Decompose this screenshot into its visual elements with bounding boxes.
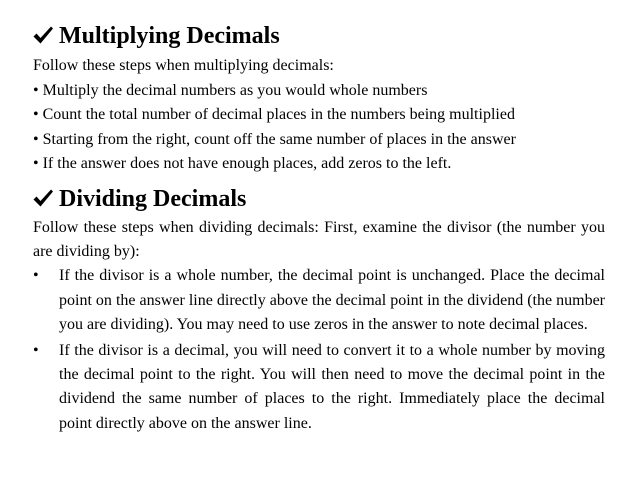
list-item-text: If the divisor is a whole number, the decimal point is unchanged. Place the decimal point on the answer line directly above the decimal point in the dividend (the number you are dividing). You may need to use zeros in the answer to note decimal places. — [59, 267, 605, 333]
section-title-multiplying: Multiplying Decimals — [59, 23, 280, 49]
bullet-marker: • — [33, 341, 39, 359]
list-item: • Starting from the right, count off the same number of places in the answer — [33, 130, 516, 148]
list-item — [33, 339, 605, 436]
checkmark-icon — [32, 188, 54, 208]
bullet-marker: • — [33, 267, 39, 285]
list-item: • Multiply the decimal numbers as you would whole numbers — [33, 81, 428, 99]
section-heading-dividing — [33, 183, 605, 215]
intro-multiplying: Follow these steps when multiplying decimals: — [33, 57, 334, 74]
list-item: • If the answer does not have enough places, add zeros to the left. — [33, 155, 452, 173]
intro-dividing: Follow these steps when dividing decimals: First, examine the divisor (the number you are dividing by): — [33, 218, 605, 261]
section-title-dividing: Dividing Decimals — [59, 185, 247, 212]
list-item-text: If the divisor is a decimal, you will need to convert it to a whole number by moving the decimal point to the right. You will then need to move the decimal point in the dividend the same number of places to the right. Immediately place the decimal point directly above on the answer line. — [59, 341, 605, 432]
checkmark-icon — [32, 25, 54, 45]
list-item — [33, 264, 605, 337]
section-heading-multiplying — [33, 20, 605, 52]
list-item: • Count the total number of decimal places in the numbers being multiplied — [33, 106, 515, 124]
section-multiplying — [33, 20, 605, 177]
section-dividing — [33, 183, 605, 436]
